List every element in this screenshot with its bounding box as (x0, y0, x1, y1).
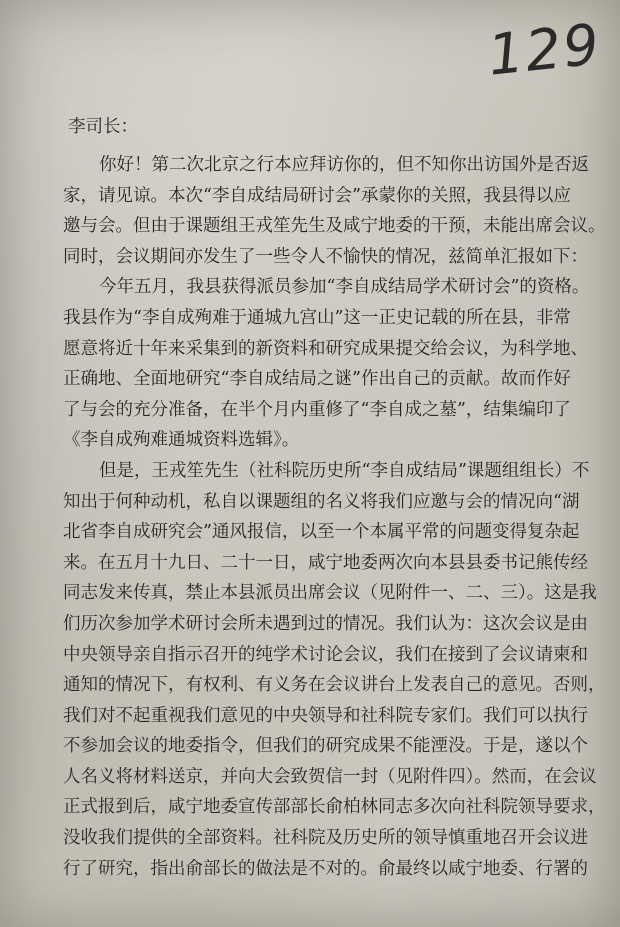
text-line: 我县作为“李自成殉难于通城九宫山”这一正史记载的所在县，非常 (63, 307, 571, 328)
text-line: 但是，王戎笙先生（社科院历史所“李自成结局”课题组组长）不 (99, 460, 590, 481)
text-line: 人名义将材料送京，并向大会致贺信一封（见附件四）。然而，在会议 (63, 766, 597, 787)
text-line: 通知的情况下，有权利、有义务在会议讲台上发表自己的意见。否则， (63, 675, 606, 696)
text-line: 我们对不起重视我们意见的中央领导和社科院专家们。我们可以执行 (63, 705, 588, 726)
text-line: 今年五月，我县获得派员参加“李自成结局学术研讨会”的资格。 (99, 277, 590, 298)
text-line: 行了研究，指出俞部长的做法是不对的。俞最终以咸宁地委、行署的 (63, 858, 588, 879)
text-line: 了与会的充分准备，在半个月内重修了“李自成之墓”，结集编印了 (63, 399, 571, 420)
text-line: 你好！第二次北京之行本应拜访你的，但不知你出访国外是否返 (99, 155, 589, 175)
text-line: 《李自成殉难通城资料选辑》。 (63, 430, 300, 451)
text-line: 正确地、全面地研究“李自成结局之谜”作出自己的贡献。故而作好 (63, 369, 571, 390)
handwritten-page-number: 129 (484, 12, 604, 89)
text-line: 同志发来传真，禁止本县派员出席会议（见附件一、二、三）。这是我 (63, 583, 597, 604)
text-line: 知出于何种动机，私自以课题组的名义将我们应邀与会的情况向“湖 (63, 491, 580, 512)
text-line: 同时，会议期间亦发生了一些令人不愉快的情况，兹简单汇报如下： (63, 246, 588, 267)
text-line: 家，请见谅。本次“李自成结局研讨会”承蒙你的关照，我县得以应 (63, 185, 571, 206)
text-line: 没收我们提供的全部资料。社科院及历史所的领导慎重地召开会议进 (63, 828, 588, 849)
text-line: 不参加会议的地委指令，但我们的研究成果不能湮没。于是，遂以个 (63, 736, 588, 757)
letter-body (54, 112, 606, 884)
text-line: 来。在五月十九日、二十一日，咸宁地委两次向本县县委书记熊传经 (63, 552, 588, 573)
text-line: 中央领导亲自指示召开的纯学术讨论会议，我们在接到了会议请柬和 (63, 644, 588, 665)
text-line: 北省李自成研究会”通风报信，以至一个本属平常的问题变得复杂起 (63, 522, 580, 543)
text-line: 邀与会。但由于课题组王戎笙先生及咸宁地委的干预，未能出席会议。 (63, 216, 606, 237)
text-line: 们历次参加学术研讨会所未遇到过的情况。我们认为：这次会议是由 (63, 613, 588, 634)
text-line: 正式报到后，咸宁地委宣传部部长俞柏林同志多次向社科院领导要求， (63, 797, 606, 818)
text-line: 愿意将近十年来采集到的新资料和研究成果提交给会议，为科学地、 (63, 338, 588, 359)
salutation: 李司长： (68, 117, 138, 137)
